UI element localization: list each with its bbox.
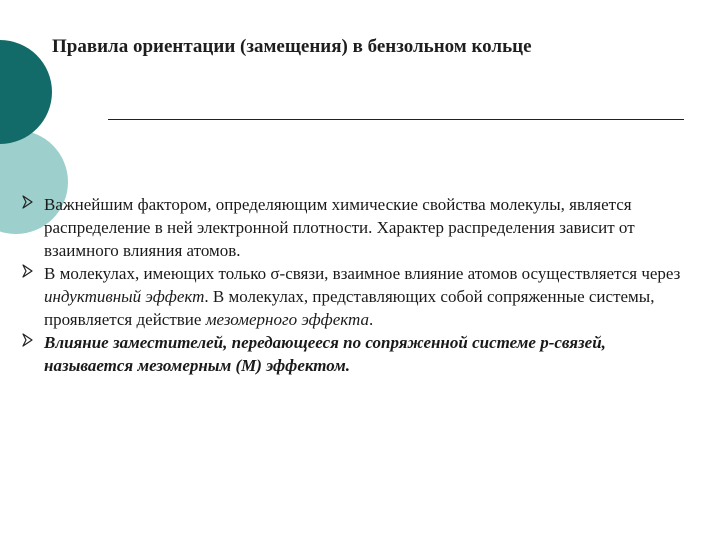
arrowhead-bullet-icon <box>22 333 33 347</box>
arrowhead-bullet-icon <box>22 264 33 278</box>
bullet-text: Важнейшим фактором, определяющим химические свойства молекулы, является распределение в ней электронной плотности. Характер распределения зависит от взаимного влияния атомов. <box>44 195 635 260</box>
bullet-text-part: . <box>369 310 374 329</box>
inductive-effect-term: индуктивный эффект <box>44 287 205 306</box>
bullet-text-part: В молекулах, имеющих только <box>44 264 271 283</box>
bullet-item-1 <box>22 193 692 262</box>
bullet-text: Влияние заместителей, передающееся по сопряженной системе р-связей, называется мезомерным (М) эффектом. <box>44 333 606 375</box>
sigma-symbol: σ <box>270 264 280 283</box>
bullet-item-2 <box>22 262 692 331</box>
arrowhead-bullet-icon <box>22 195 33 209</box>
bullet-text-part: -связи, взаимное влияние атомов осуществляется через <box>279 264 681 283</box>
title-divider <box>108 119 684 120</box>
bullet-list <box>22 193 692 377</box>
bullet-item-3 <box>22 331 692 377</box>
mesomeric-effect-term: мезомерного эффекта <box>205 310 369 329</box>
bullet-text-part: . В молекулах, представляющих собой сопряженные системы, проявляется действие <box>44 287 655 329</box>
slide-title: Правила ориентации (замещения) в бензольном кольце <box>52 36 532 57</box>
